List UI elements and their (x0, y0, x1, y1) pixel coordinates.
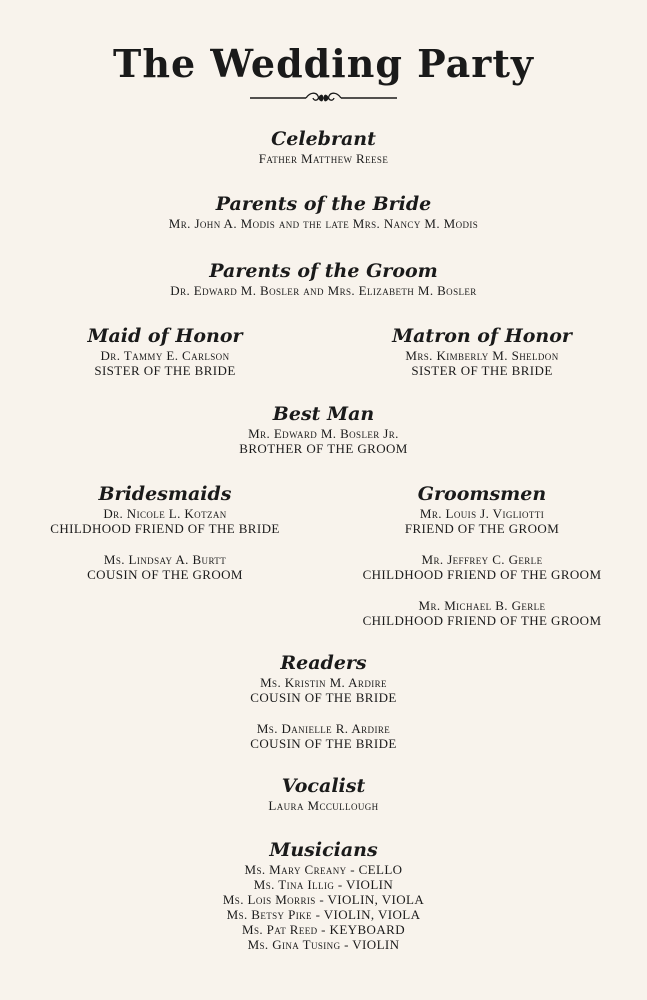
flourish-ornament-icon (250, 90, 397, 106)
best-man-section (0, 402, 647, 456)
bridesmaid-name: Dr. Nicole L. Kotzan (103, 506, 227, 521)
groomsman-name: Mr. Louis J. Vigliotti (419, 506, 545, 521)
groomsmen-heading: Groomsmen (417, 483, 547, 505)
matron-of-honor-heading: Matron of Honor (392, 325, 572, 347)
best-man-heading: Best Man (272, 403, 375, 425)
bridesmaid-name: Ms. Lindsay A. Burtt (103, 552, 227, 567)
vocalist-heading: Vocalist (281, 775, 366, 797)
groomsman-relation: FRIEND OF THE GROOM (404, 521, 560, 536)
groomsman-name: Mr. Michael B. Gerle (418, 598, 546, 613)
best-man-relation: BROTHER OF THE GROOM (239, 441, 408, 456)
matron-of-honor-name: Mrs. Kimberly M. Sheldon (405, 348, 559, 363)
maid-of-honor-relation: SISTER OF THE BRIDE (94, 363, 236, 378)
bridesmaid-relation: COUSIN OF THE GROOM (87, 567, 243, 582)
groomsman-name: Mr. Jeffrey C. Gerle (421, 552, 543, 567)
groomsman-relation: CHILDHOOD FRIEND OF THE GROOM (362, 613, 602, 628)
celebrant-name: Father Matthew Reese (258, 151, 389, 166)
page-title: The Wedding Party (113, 41, 534, 86)
best-man-name: Mr. Edward M. Bosler Jr. (248, 426, 399, 441)
musician-line: Ms. Tina Illig - VIOLIN (253, 877, 394, 892)
bridesmaid-relation: CHILDHOOD FRIEND OF THE BRIDE (50, 521, 280, 536)
parents-groom-names: Dr. Edward M. Bosler and Mrs. Elizabeth M. Bosler (170, 283, 477, 298)
vocalist-name: Laura Mccullough (268, 798, 379, 813)
vocalist-section (0, 774, 647, 813)
parents-bride-heading: Parents of the Bride (215, 193, 432, 215)
parents-groom-heading: Parents of the Groom (209, 260, 438, 282)
maid-of-honor-name: Dr. Tammy E. Carlson (100, 348, 230, 363)
parents-bride-section (0, 192, 647, 231)
celebrant-section (0, 127, 647, 166)
reader-name: Ms. Kristin M. Ardire (260, 675, 387, 690)
maid-of-honor-heading: Maid of Honor (87, 325, 243, 347)
musician-line: Ms. Gina Tusing - VIOLIN (247, 937, 400, 952)
parents-bride-names: Mr. John A. Modis and the late Mrs. Nancy M. Modis (168, 216, 479, 231)
parents-groom-section (0, 259, 647, 298)
celebrant-heading: Celebrant (271, 128, 376, 150)
reader-relation: COUSIN OF THE BRIDE (250, 690, 397, 705)
musicians-heading: Musicians (269, 839, 378, 861)
readers-heading: Readers (280, 652, 367, 674)
musician-line: Ms. Lois Morris - VIOLIN, VIOLA (222, 892, 425, 907)
reader-name: Ms. Danielle R. Ardire (256, 721, 391, 736)
bridesmaids-section (20, 482, 310, 582)
matron-of-honor-relation: SISTER OF THE BRIDE (411, 363, 553, 378)
musicians-section (0, 838, 647, 952)
readers-section (0, 651, 647, 751)
musician-line: Ms. Betsy Pike - VIOLIN, VIOLA (226, 907, 421, 922)
matron-of-honor-section (337, 324, 627, 378)
musician-line: Ms. Pat Reed - KEYBOARD (242, 922, 405, 937)
groomsman-relation: CHILDHOOD FRIEND OF THE GROOM (362, 567, 602, 582)
maid-of-honor-section (20, 324, 310, 378)
musician-line: Ms. Mary Creany - CELLO (244, 862, 403, 877)
reader-relation: COUSIN OF THE BRIDE (250, 736, 397, 751)
bridesmaids-heading: Bridesmaids (98, 483, 232, 505)
groomsmen-section (337, 482, 627, 628)
